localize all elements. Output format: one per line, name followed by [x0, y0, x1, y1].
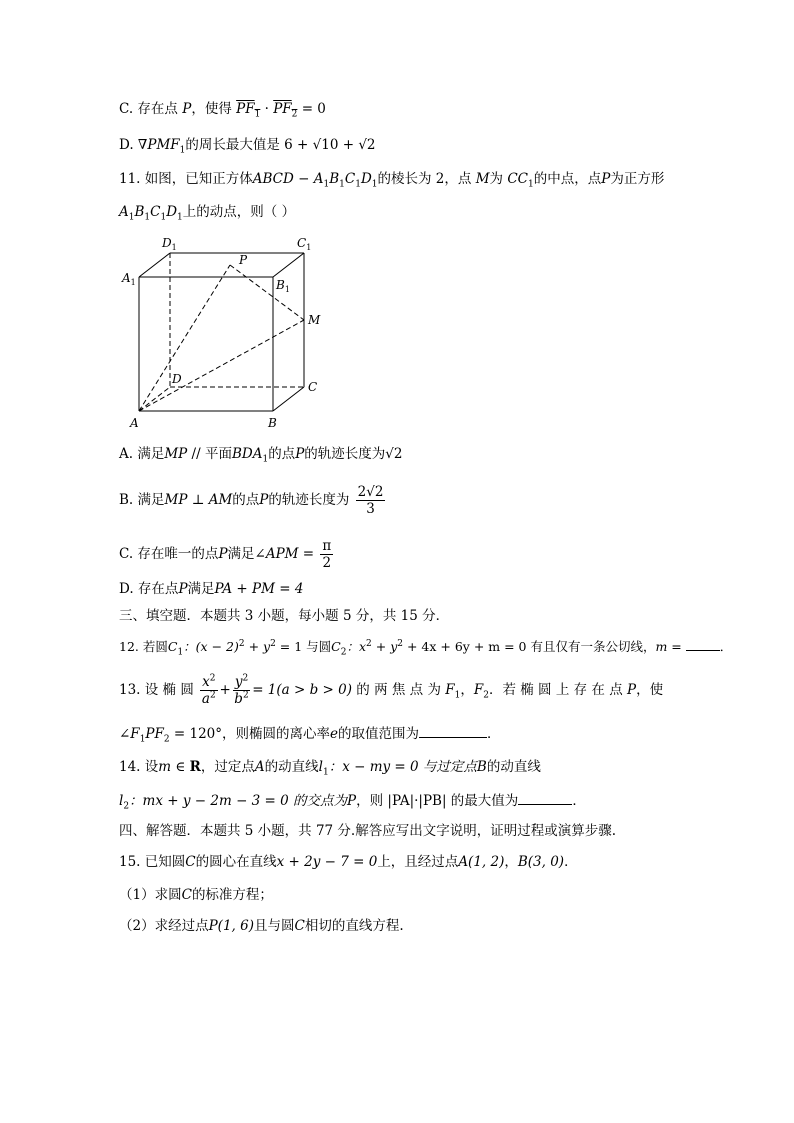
segment-a-m [139, 320, 304, 411]
edge-a1-d1 [139, 253, 170, 277]
q10-option-c: C. 存在点 P，使得 $PF_1 \cdot PF_2 = 0$ [119, 101, 326, 120]
label-m: M [308, 313, 321, 327]
square-name: $A_1B_1C_1D_1$ [119, 204, 183, 223]
q15-part-1: （1）求圆C的标准方程； [119, 887, 273, 903]
label-b: B [268, 416, 277, 430]
cube-name: ABCD − $A_1B_1C_1D_1$ [252, 171, 378, 190]
cube-figure [118, 234, 328, 434]
q11-option-b: B. 满足MP ⊥ AM的点P的轨迹长度为 $\frac{2√2}{3}$ [119, 484, 384, 517]
label-c1: $C_1$ [297, 236, 312, 252]
q10-option-d: D. $\nabla PMF_1$的周长最大值是 6 + √10 + √2 [119, 137, 376, 156]
label-a: A [130, 416, 139, 430]
q13-answer-blank [419, 725, 487, 738]
label-p: P [239, 253, 248, 267]
q14-line2: $l_2$：mx + y − 2m − 3 = 0 的交点为P，则 |PA|·|PB| 的最大值为 ． [119, 793, 586, 812]
label-b1: $B_1$ [276, 278, 290, 294]
q13-line1: 13. 设 椭 圆 $\frac{x^2}{a^2}$ + $\frac{y^2}{b^2}$ = 1(a > b > 0) 的 两 焦 点 为 $F_1$，$F_2$．若 椭 圆 上 存 在 点 P，使 [119, 673, 664, 707]
q13-line2: $\angle F_1PF_2 = 120^\circ$，则椭圆的离心率e的取值范围为 ． [119, 726, 501, 745]
edge-b-c [273, 387, 304, 411]
q11-stem-line2: $A_1B_1C_1D_1$上的动点，则（ ） [119, 204, 296, 223]
edge-c1-b1 [273, 253, 304, 277]
q11-option-c: C. 存在唯一的点P满足∠APM = $\frac{\pi}{2}$ [119, 538, 332, 571]
vector-pf1: $PF_1$ [236, 101, 261, 120]
label-a1: $A_1$ [122, 271, 136, 287]
label-d1: $D_1$ [162, 236, 177, 252]
q14-answer-blank [518, 792, 572, 805]
q12-answer-blank [686, 638, 720, 651]
fraction-pi-over-2: $\frac{\pi}{2}$ [322, 538, 332, 571]
q15-part-2: （2）求经过点P(1, 6)且与圆C相切的直线方程. [119, 918, 404, 934]
q15-stem: 15. 已知圆C的圆心在直线x + 2y − 7 = 0上，且经过点A(1, 2)，B(3, 0)． [119, 854, 578, 870]
section-4-heading: 四、解答题．本题共 5 小题，共 77 分.解答应写出文字说明，证明过程或演算步骤. [119, 823, 617, 839]
segment-a-p [139, 265, 230, 411]
q11-stem-line1: 11. 如图，已知正方体ABCD − $A_1B_1C_1D_1$的棱长为 2，点 M为 $CC_1$的中点，点P为正方形 [119, 171, 665, 190]
q14-line1: 14. 设m ∈ R，过定点A的动直线$l_1$：x − my = 0 与过定点B的动直线 [119, 759, 541, 778]
segment-p-m [230, 265, 304, 320]
q11-option-a: A. 满足MP // 平面$BDA_1$的点P的轨迹长度为√2 [119, 446, 403, 465]
label-c: C [308, 380, 318, 394]
vector-pf2: $PF_2$ [273, 101, 298, 120]
q12: 12. 若圆$C_1$：$(x - 2)^2 + y^2 = 1$ 与圆$C_2$：$x^2 + y^2 + 4x + 6y + m = 0$ 有且仅有一条公切线，m = ． [119, 638, 733, 658]
section-3-heading: 三、填空题．本题共 3 小题，每小题 5 分，共 15 分． [119, 608, 450, 624]
q11-option-d: D. 存在点P满足PA + PM = 4 [119, 581, 304, 597]
label-d: D [172, 372, 182, 386]
fraction-2sqrt2-over-3: $\frac{2√2}{3}$ [357, 484, 384, 517]
edge-a-d-hidden [139, 387, 170, 411]
